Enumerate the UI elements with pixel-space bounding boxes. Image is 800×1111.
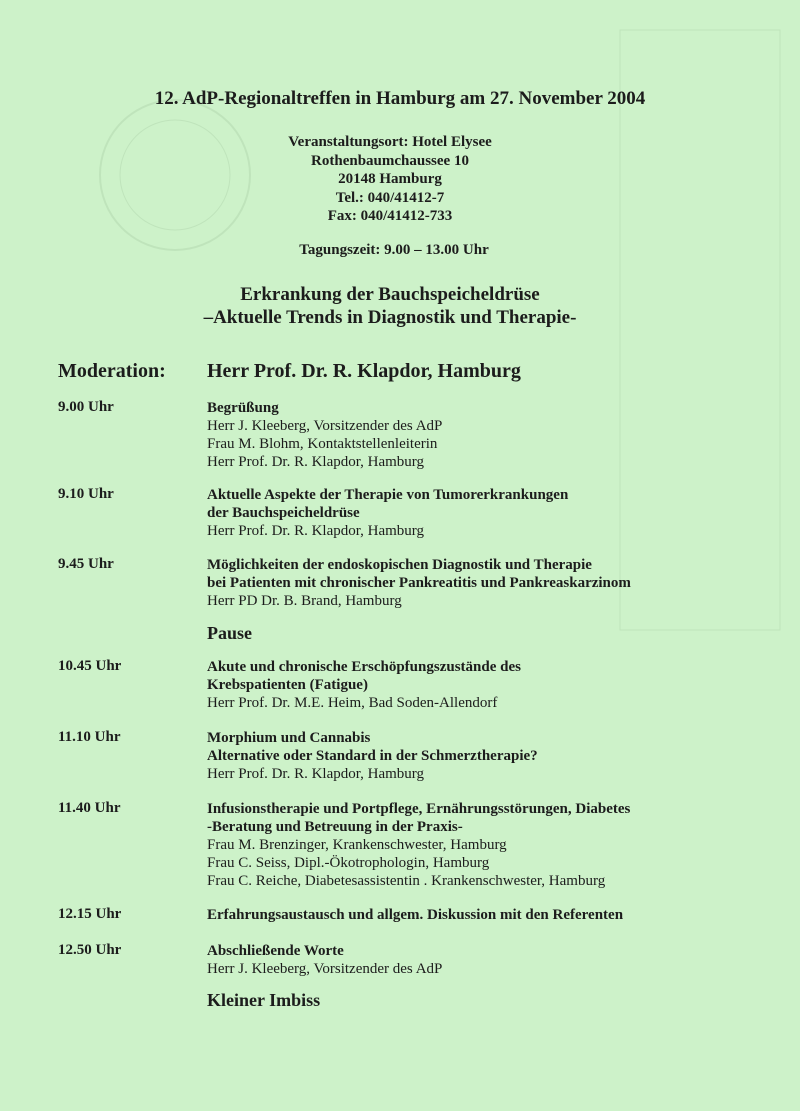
agenda-item <box>207 658 521 712</box>
agenda-item <box>207 556 631 610</box>
pause-label: Pause <box>207 623 252 643</box>
moderator-name: Herr Prof. Dr. R. Klapdor, Hamburg <box>207 360 521 382</box>
agenda-item <box>207 906 623 924</box>
agenda-title: Akute und chronische Erschöpfungszustände des <box>207 659 521 675</box>
venue-line: Tel.: 040/41412-7 <box>335 189 445 206</box>
agenda-speaker: Herr Prof. Dr. R. Klapdor, Hamburg <box>207 454 425 470</box>
agenda-title: Aktuelle Aspekte der Therapie von Tumorerkrankungen <box>207 487 569 503</box>
agenda-time: 11.40 Uhr <box>58 800 121 816</box>
venue-block <box>0 133 800 226</box>
agenda-speaker: Herr Prof. Dr. R. Klapdor, Hamburg <box>207 523 425 539</box>
agenda-title: bei Patienten mit chronischer Pankreatitis und Pankreaskarzinom <box>207 575 631 591</box>
agenda-title: Krebspatienten (Fatigue) <box>207 677 368 693</box>
topic-heading <box>0 283 800 329</box>
agenda-speaker: Frau C. Seiss, Dipl.-Ökotrophologin, Hamburg <box>207 855 490 871</box>
agenda-title: Erfahrungsaustausch und allgem. Diskussion mit den Referenten <box>207 907 624 923</box>
agenda-time: 10.45 Uhr <box>58 658 122 674</box>
agenda-time: 12.50 Uhr <box>58 942 122 958</box>
agenda-time: 11.10 Uhr <box>58 729 121 745</box>
agenda-speaker: Frau M. Brenzinger, Krankenschwester, Hamburg <box>207 837 507 853</box>
agenda-title: Morphium und Cannabis <box>207 730 371 746</box>
agenda-speaker: Herr J. Kleeberg, Vorsitzender des AdP <box>207 418 443 434</box>
event-title: 12. AdP-Regionaltreffen in Hamburg am 27. November 2004 <box>154 88 646 109</box>
agenda-item <box>207 942 442 978</box>
agenda-title: der Bauchspeicheldrüse <box>207 505 360 521</box>
snack-label: Kleiner Imbiss <box>207 990 321 1010</box>
agenda-item <box>207 729 538 783</box>
agenda-title: Abschließende Worte <box>207 943 344 959</box>
topic-line: Erkrankung der Bauchspeicheldrüse <box>240 284 540 305</box>
meeting-time-text: Tagungszeit: 9.00 – 13.00 Uhr <box>299 242 489 258</box>
agenda-speaker: Herr Prof. Dr. R. Klapdor, Hamburg <box>207 766 425 782</box>
agenda-speaker: Herr Prof. Dr. M.E. Heim, Bad Soden-Allendorf <box>207 695 498 711</box>
topic-line: –Aktuelle Trends in Diagnostik und Therapie- <box>203 307 577 328</box>
agenda-title: Begrüßung <box>207 400 279 416</box>
agenda-time: 9.45 Uhr <box>58 556 114 572</box>
agenda-item <box>207 486 568 540</box>
agenda-speaker: Herr PD Dr. B. Brand, Hamburg <box>207 593 402 609</box>
agenda-speaker: Herr J. Kleeberg, Vorsitzender des AdP <box>207 961 443 977</box>
venue-line: Fax: 040/41412-733 <box>327 208 453 224</box>
venue-line: Veranstaltungsort: Hotel Elysee <box>288 134 492 150</box>
agenda-speaker: Frau M. Blohm, Kontaktstellenleiterin <box>207 436 438 452</box>
agenda-title: Alternative oder Standard in der Schmerztherapie? <box>207 748 538 764</box>
agenda-time: 12.15 Uhr <box>58 906 122 922</box>
venue-line: 20148 Hamburg <box>338 171 442 187</box>
agenda-title: -Beratung und Betreuung in der Praxis- <box>207 819 463 835</box>
agenda-time: 9.00 Uhr <box>58 399 114 415</box>
agenda-speaker: Frau C. Reiche, Diabetesassistentin . Krankenschwester, Hamburg <box>207 873 606 889</box>
agenda-title: Möglichkeiten der endoskopischen Diagnostik und Therapie <box>207 557 592 573</box>
agenda-title: Infusionstherapie und Portpflege, Ernährungsstörungen, Diabetes <box>207 801 631 817</box>
agenda-time: 9.10 Uhr <box>58 486 114 502</box>
agenda-item <box>207 399 442 471</box>
moderation-label: Moderation: <box>58 360 166 382</box>
agenda-item <box>207 800 630 890</box>
venue-line: Rothenbaumchaussee 10 <box>311 152 469 169</box>
meeting-time <box>0 242 800 259</box>
